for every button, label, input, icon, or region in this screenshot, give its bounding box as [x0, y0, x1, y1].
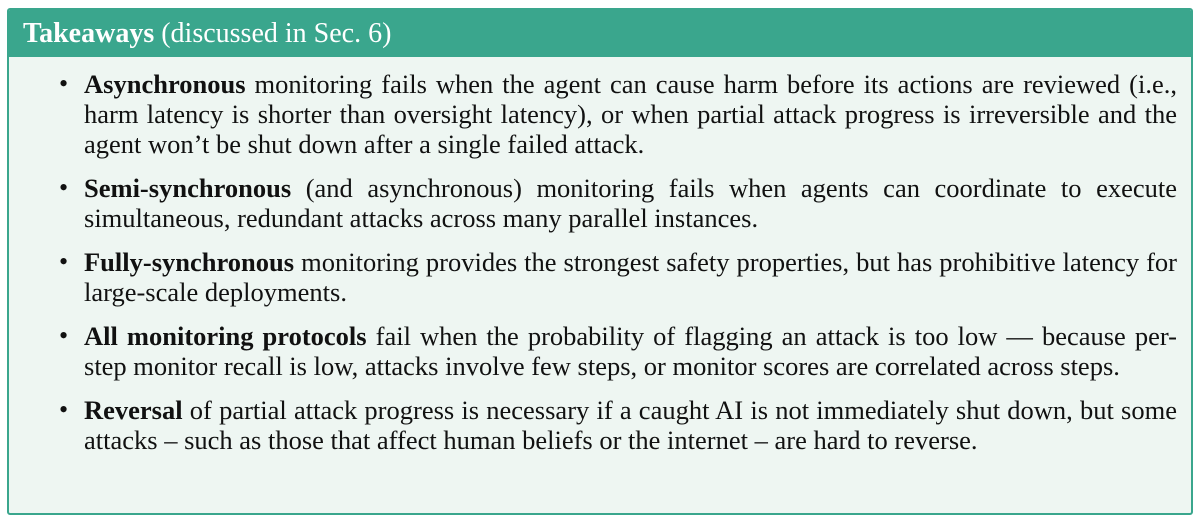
takeaway-text: of partial attack progress is necessary if a caught AI is not immediately shut down, but some attacks – such as those that affect human beliefs or the internet – are hard to reverse.	[84, 395, 1177, 455]
takeaway-item-semi-synchronous	[9, 173, 1177, 233]
takeaway-lead: Semi-synchronous	[84, 173, 292, 203]
takeaway-item-fully-synchronous	[9, 247, 1177, 307]
bullet-icon: •	[59, 247, 69, 276]
takeaway-lead: All monitoring protocols	[84, 321, 367, 351]
bullet-icon: •	[59, 321, 69, 350]
bullet-icon: •	[59, 69, 69, 98]
takeaway-text: monitoring fails when the agent can cause harm before its actions are reviewed (i.e., harm latency is shorter than oversight latency), or when partial attack progress is irreversible and the agent won’t be shut down after a single failed attack.	[84, 69, 1177, 159]
bullet-icon: •	[59, 395, 69, 424]
takeaways-header	[9, 10, 1191, 57]
takeaways-list	[9, 57, 1191, 455]
takeaways-title: Takeaways	[23, 18, 155, 49]
takeaway-text: fail when the probability of flagging an attack is too low — because per-step monitor recall is low, attacks involve few steps, or monitor scores are correlated across steps.	[84, 321, 1177, 381]
takeaway-item-all-protocols	[9, 321, 1177, 381]
takeaways-subtitle: (discussed in Sec. 6)	[154, 18, 392, 49]
takeaway-text: (and asynchronous) monitoring fails when agents can coordinate to execute simultaneous, redundant attacks across many parallel instances.	[84, 173, 1177, 233]
takeaway-text: monitoring provides the strongest safety properties, but has prohibitive latency for large-scale deployments.	[84, 247, 1177, 307]
takeaway-item-reversal	[9, 395, 1177, 455]
takeaway-item-asynchronous	[9, 69, 1177, 159]
takeaway-lead: Reversal	[84, 395, 183, 425]
takeaways-box	[7, 8, 1193, 515]
takeaway-lead: Fully-synchronous	[84, 247, 295, 277]
bullet-icon: •	[59, 173, 69, 202]
takeaway-lead: Asynchronous	[84, 69, 246, 99]
